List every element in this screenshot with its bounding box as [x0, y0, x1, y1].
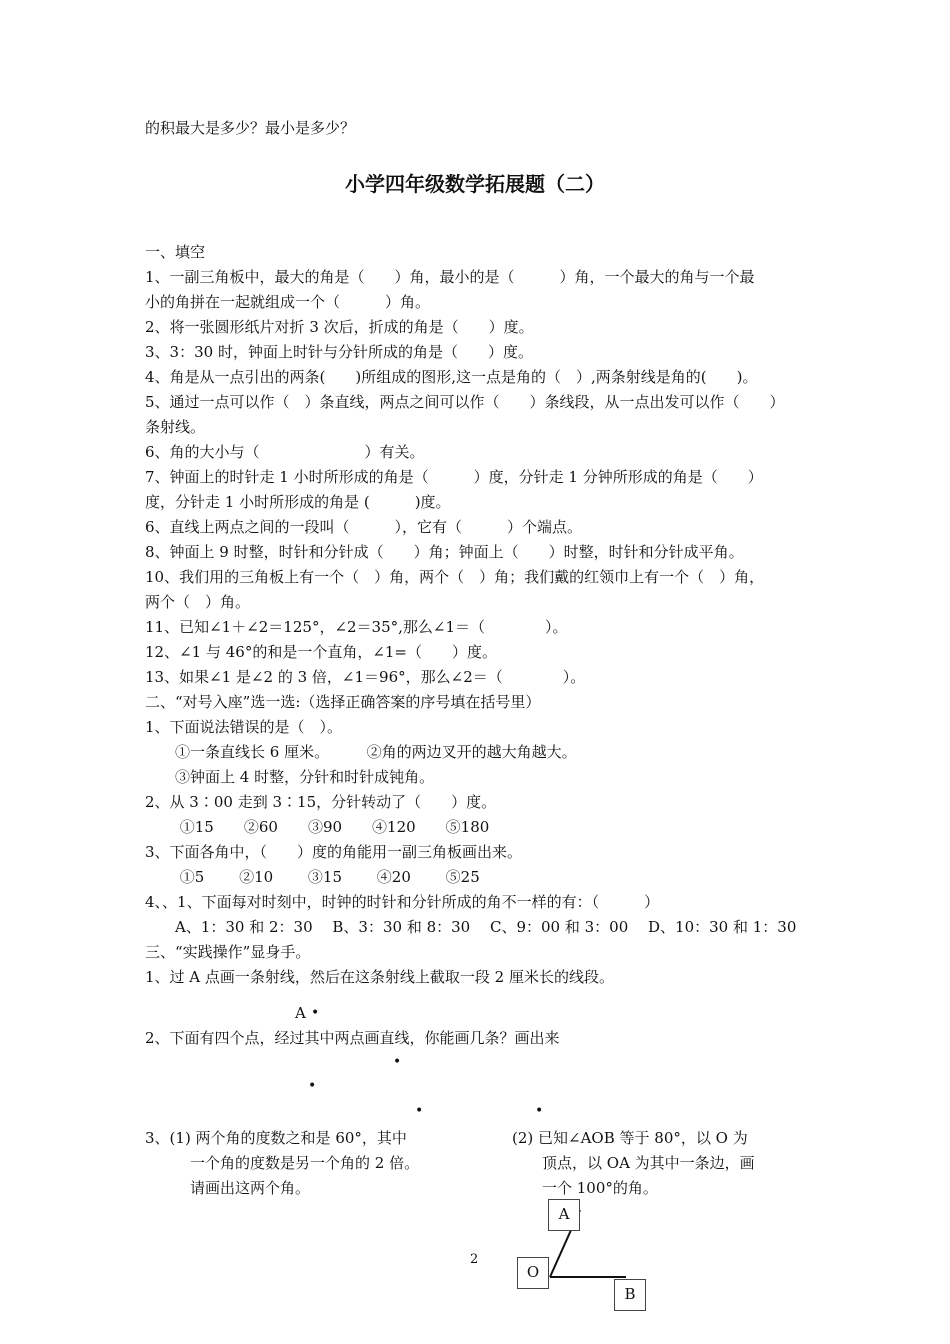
page-number: 2	[470, 1252, 479, 1267]
label-o-box: O	[517, 1257, 549, 1289]
section1-line: 小的角拼在一起就组成一个（ ）角。	[145, 293, 431, 311]
section2-line: 2、从 3∶00 走到 3∶15，分针转动了（ ）度。	[145, 793, 497, 811]
section1-line: 6、角的大小与（ ）有关。	[145, 443, 425, 461]
label-b-box: B	[614, 1279, 646, 1311]
section1-line: 8、钟面上 9 时整，时针和分针成（ ）角；钟面上（ ）时整，时针和分针成平角。	[145, 543, 744, 561]
section3-q3-right-line: 一个 100°的角。	[512, 1179, 658, 1197]
page-title: 小学四年级数学拓展题（二）	[345, 172, 605, 196]
point-a-dot: •	[311, 1005, 320, 1021]
section3-q1: 1、过 A 点画一条射线，然后在这条射线上截取一段 2 厘米长的线段。	[145, 968, 614, 986]
continuation-text: 的积最大是多少？最小是多少？	[145, 119, 356, 137]
section1-line: 12、∠1 与 46°的和是一个直角，∠1=（ ）度。	[145, 643, 498, 661]
section1-line: 1、一副三角板中，最大的角是（ ）角，最小的是（ ）角，一个最大的角与一个最	[145, 268, 755, 286]
section1-line: 5、通过一点可以作（ ）条直线，两点之间可以作（ ）条线段，从一点出发可以作（ ）	[145, 393, 785, 411]
section2-line: 1、下面说法错误的是（ ）。	[145, 718, 343, 736]
section1-line: 3、3：30 时，钟面上时针与分针所成的角是（ ）度。	[145, 343, 533, 361]
section3-q3-left-line: 3、(1) 两个角的度数之和是 60°，其中	[145, 1129, 407, 1147]
section1-line: 10、我们用的三角板上有一个（ ）角，两个（ ）角；我们戴的红领巾上有一个（ ）角，	[145, 568, 765, 586]
section3-q3-left-line: 请画出这两个角。	[145, 1179, 311, 1197]
section3-q3-left-line: 一个角的度数是另一个角的 2 倍。	[145, 1154, 420, 1172]
section1-line: 条射线。	[145, 418, 206, 436]
section2-line: ③钟面上 4 时整，分针和时针成钝角。	[145, 768, 435, 786]
section1-line: 13、如果∠1 是∠2 的 3 倍，∠1＝96°，那么∠2＝（ ）。	[145, 668, 586, 686]
section1-line: 4、角是从一点引出的两条( )所组成的图形,这一点是角的（ ）,两条射线是角的( )。	[145, 368, 758, 386]
section1-line: 两个（ ）角。	[145, 593, 251, 611]
point-dot: •	[535, 1103, 544, 1119]
section2-line: A、1：30 和 2：30 B、3：30 和 8：30 C、9：00 和 3：00 D、10：30 和 1：30	[145, 918, 797, 936]
label-a-box: A	[548, 1199, 580, 1231]
section3-q2: 2、下面有四个点，经过其中两点画直线，你能画几条？画出来	[145, 1029, 560, 1047]
section1-line: 11、已知∠1＋∠2＝125°，∠2＝35°,那么∠1＝（ ）。	[145, 618, 568, 636]
point-dot: •	[393, 1054, 402, 1070]
section1-heading: 一、填空	[145, 243, 206, 261]
section3-heading: 三、“实践操作”显身手。	[145, 943, 311, 961]
section2-heading: 二、“对号入座”选一选:（选择正确答案的序号填在括号里）	[145, 693, 541, 711]
section3-q3-right-line: (2) 已知∠AOB 等于 80°，以 O 为	[512, 1129, 748, 1147]
section1-line: 7、钟面上的时针走 1 小时所形成的角是（ ）度，分针走 1 分钟所形成的角是（ ）	[145, 468, 763, 486]
section3-q3-right-line: 顶点，以 OA 为其中一条边，画	[512, 1154, 755, 1172]
section1-line: 6、直线上两点之间的一段叫（ ），它有（ ）个端点。	[145, 518, 583, 536]
point-dot: •	[308, 1078, 317, 1094]
section2-line: ①15 ②60 ③90 ④120 ⑤180	[145, 818, 490, 836]
section2-line: 4、、1、下面每对时刻中，时钟的时针和分针所成的角不一样的有：（ ）	[145, 893, 660, 911]
section2-line: ①5 ②10 ③15 ④20 ⑤25	[145, 868, 480, 886]
point-dot: •	[415, 1103, 424, 1119]
point-a-label: A	[295, 1004, 306, 1022]
section2-line: ①一条直线长 6 厘米。 ②角的两边叉开的越大角越大。	[145, 743, 577, 761]
section1-line: 2、将一张圆形纸片对折 3 次后，折成的角是（ ）度。	[145, 318, 534, 336]
section1-line: 度，分针走 1 小时所形成的角是 ( )度。	[145, 493, 451, 511]
section2-line: 3、下面各角中，（ ）度的角能用一副三角板画出来。	[145, 843, 523, 861]
